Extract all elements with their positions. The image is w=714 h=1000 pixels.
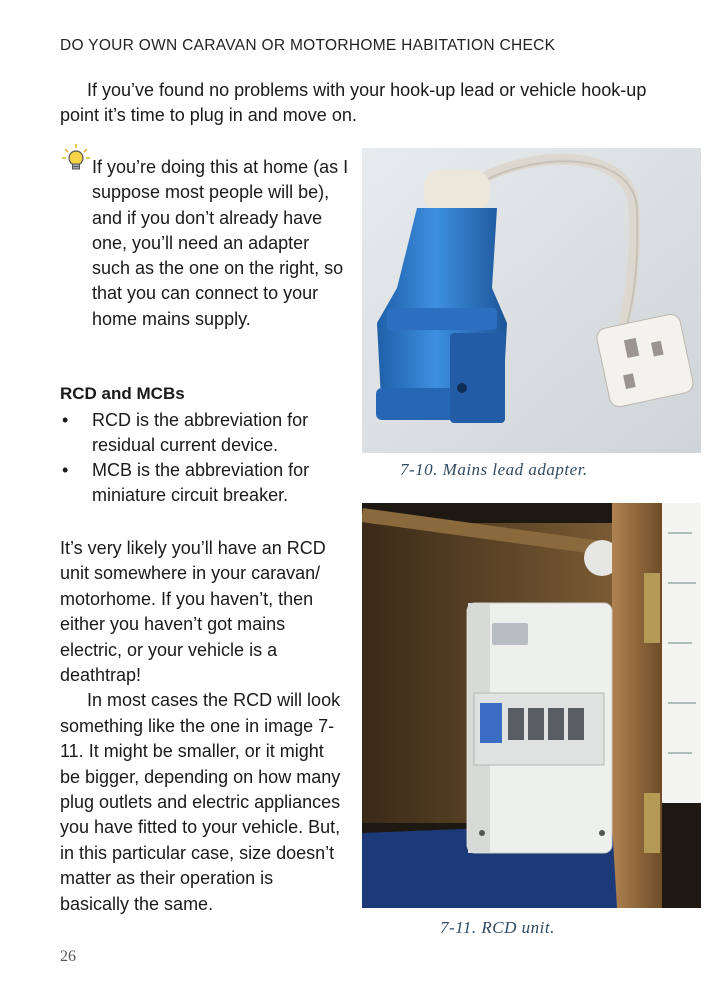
rcd-unit-photo	[362, 503, 701, 908]
tip-text: If you’re doing this at home (as I suppose most people will be), and if you don’t already have one, you’ll need an adapter such as the one on the right, so that you can connect to your home mains supply.	[92, 157, 349, 329]
intro-paragraph	[60, 78, 660, 128]
figure-caption-7-10: 7-10. Mains lead adapter.	[400, 460, 588, 479]
body-paragraph-2: In most cases the RCD will look something like the one in image 7-11. It might be smaller, or it might be bigger, depending on how many plug outlets and electric appliances you have fitted to your vehicle. But, in this particular case, size doesn’t matter as their operation is basically the same.	[60, 690, 341, 914]
list-item: • MCB is the abbreviation for miniature circuit breaker.	[62, 460, 310, 505]
section-heading: RCD and MCBs	[60, 384, 185, 403]
bullet-icon: •	[62, 410, 69, 430]
body-text	[60, 536, 345, 917]
list-item: • RCD is the abbreviation for residual current device.	[62, 410, 309, 455]
page-number: 26	[60, 948, 76, 965]
bullet-icon: •	[62, 460, 69, 480]
lightbulb-icon	[60, 142, 92, 174]
figure-caption-7-11: 7-11. RCD unit.	[440, 918, 555, 937]
body-paragraph-1: It’s very likely you’ll have an RCD unit somewhere in your caravan/ motorhome. If you haven’t, then either you haven’t got mains electric, or your vehicle is a deathtrap!	[60, 538, 326, 686]
intro-text: If you’ve found no problems with your hook-up lead or vehicle hook-up point it’s time to plug in and move on.	[60, 80, 647, 125]
running-header: DO YOUR OWN CARAVAN OR MOTORHOME HABITATION CHECK	[60, 37, 556, 54]
bullet-list	[60, 408, 350, 508]
mains-adapter-photo	[362, 148, 701, 453]
